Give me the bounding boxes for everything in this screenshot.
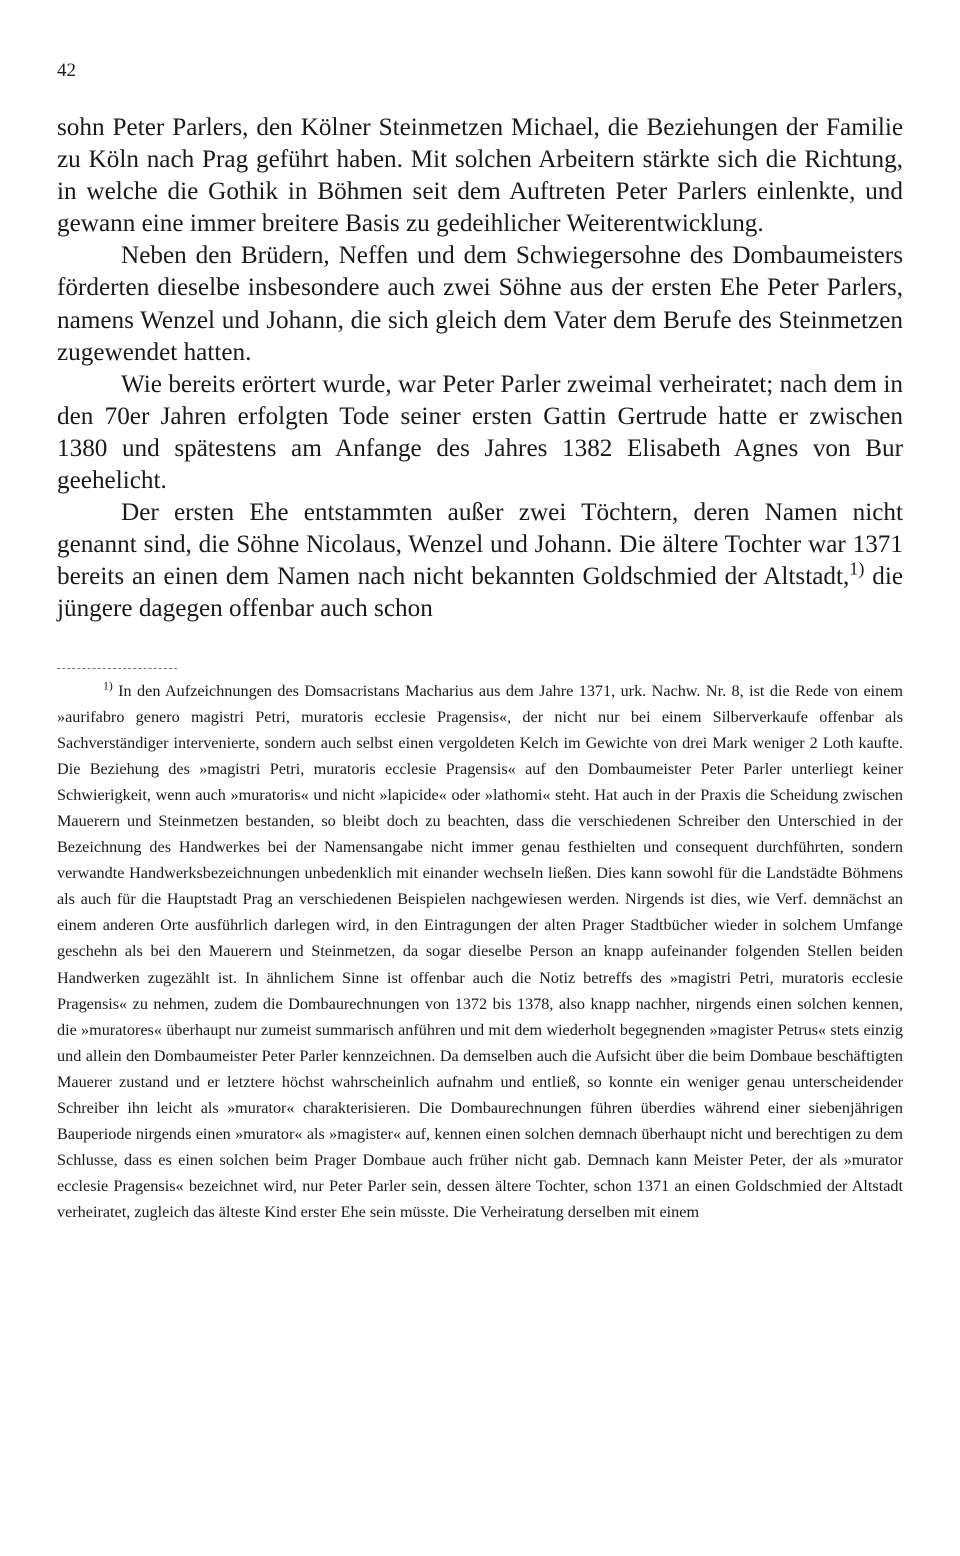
page-number: 42	[57, 60, 76, 81]
main-text	[57, 112, 903, 626]
body-paragraph-1: sohn Peter Parlers, den Kölner Steinmetzen Michael, die Beziehungen der Familie zu Köln nach Prag geführt haben. Mit solchen Arbeitern stärkte sich die Richtung, in welche die Gothik in Böhmen seit dem Auftreten Peter Parlers einlenkte, und gewann eine immer breitere Basis zu gedeihlicher Weiterentwicklung.	[57, 114, 903, 238]
footnote-reference[interactable]: 1)	[849, 558, 865, 579]
paragraph-text: die jüngere dagegen offenbar auch schon	[57, 563, 903, 623]
body-paragraph-4	[57, 497, 903, 625]
footnotes	[57, 678, 903, 1225]
body-paragraph-2: Neben den Brüdern, Neffen und dem Schwiegersohne des Dombaumeisters förderten dieselbe insbesondere auch zwei Söhne aus der ersten Ehe Peter Parlers, namens Wenzel und Johann, die sich gleich dem Vater dem Berufe des Steinmetzen zugewendet hatten.	[57, 242, 903, 366]
footnote-1	[57, 678, 903, 1225]
footnote-text: In den Aufzeichnungen des Domsacristans Macharius aus dem Jahre 1371, urk. Nachw. Nr. 8, ist die Rede von einem »aurifabro genero magistri Petri, muratoris ecclesie Pragensis«, der nicht nur bei einem Silberverkaufe offenbar als Sachverständiger intervenierte, sondern auch selbst einen vergoldeten Kelch im Gewichte von drei Mark weniger 2 Loth kaufte. Die Beziehung des »magistri Petri, muratoris ecclesie Pragensis« auf den Dombaumeister Peter Parler unterliegt keiner Schwierigkeit, wenn auch »muratoris« und nicht »lapicide« oder »lathomi« steht. Hat auch in der Praxis die Scheidung zwischen Mauerern und Steinmetzen bestanden, so bleibt doch zu beachten, dass die verschiedenen Schreiber den Unterschied in der Bezeichnung des Handwerkes bei der Namensangabe nicht immer genau festhielten und consequent durchführten, sondern verwandte Handwerksbezeichnungen unbedenklich mit einander wechseln ließen. Dies kann sowohl für die Landstädte Böhmens als auch für die Hauptstadt Prag an verschiedenen Beispielen nachgewiesen werden. Nirgends ist dies, wie Verf. demnächst an einem anderen Orte ausführlich darlegen wird, in den Eintragungen der alten Prager Stadtbücher wieder in solchem Umfange geschehn als bei den Mauerern und Steinmetzen, da sogar dieselbe Person an knapp aufeinander folgenden Stellen beiden Handwerken zugezählt ist. In ähnlichem Sinne ist offenbar auch die Notiz betreffs des »magistri Petri, muratoris ecclesie Pragensis« zu nehmen, zudem die Dombaurechnungen von 1372 bis 1378, also knapp nachher, nirgends einen solchen kennen, die »muratores« überhaupt nur zumeist summarisch anführen und mit dem wiederholt begegnenden »magister Petrus« stets einzig und allein den Dombaumeister Peter Parler kennzeichnen. Da demselben auch die Aufsicht über die beim Dombaue beschäftigten Mauerer zustand und er letztere höchst wahrscheinlich aufnahm und entließ, so konnte ein weniger genau unterscheidender Schreiber ihn leicht als »murator« charakterisieren. Die Dombaurechnungen führen überdies während einer siebenjährigen Bauperiode nirgends einen »murator« als »magister« auf, kennen einen solchen demnach überhaupt nicht und berechtigen zu dem Schlusse, dass es einen solchen beim Prager Dombaue auch früher nicht gab. Demnach kann Meister Peter, der als »murator ecclesie Pragensis« bezeichnet wird, nur Peter Parler sein, dessen ältere Tochter, schon 1371 an einen Goldschmied der Altstadt verheiratet, zugleich das älteste Kind erster Ehe sein müsste. Die Verheiratung derselben mit einem	[57, 682, 903, 1221]
footnote-divider	[57, 668, 177, 669]
body-paragraph-3: Wie bereits erörtert wurde, war Peter Parler zweimal verheiratet; nach dem in den 70er Jahren erfolgten Tode seiner ersten Gattin Gertrude hatte er zwischen 1380 und spätestens am Anfange des Jahres 1382 Elisabeth Agnes von Bur geehelicht.	[57, 370, 903, 495]
paragraph-text: Der ersten Ehe entstammten außer zwei Töchtern, deren Namen nicht genannt sind, die Söhne Nicolaus, Wenzel und Johann. Die ältere Tochter war 1371 bereits an einen dem Namen nach nicht bekannten Goldschmied der Altstadt,	[57, 499, 903, 591]
footnote-marker: 1)	[103, 679, 113, 693]
